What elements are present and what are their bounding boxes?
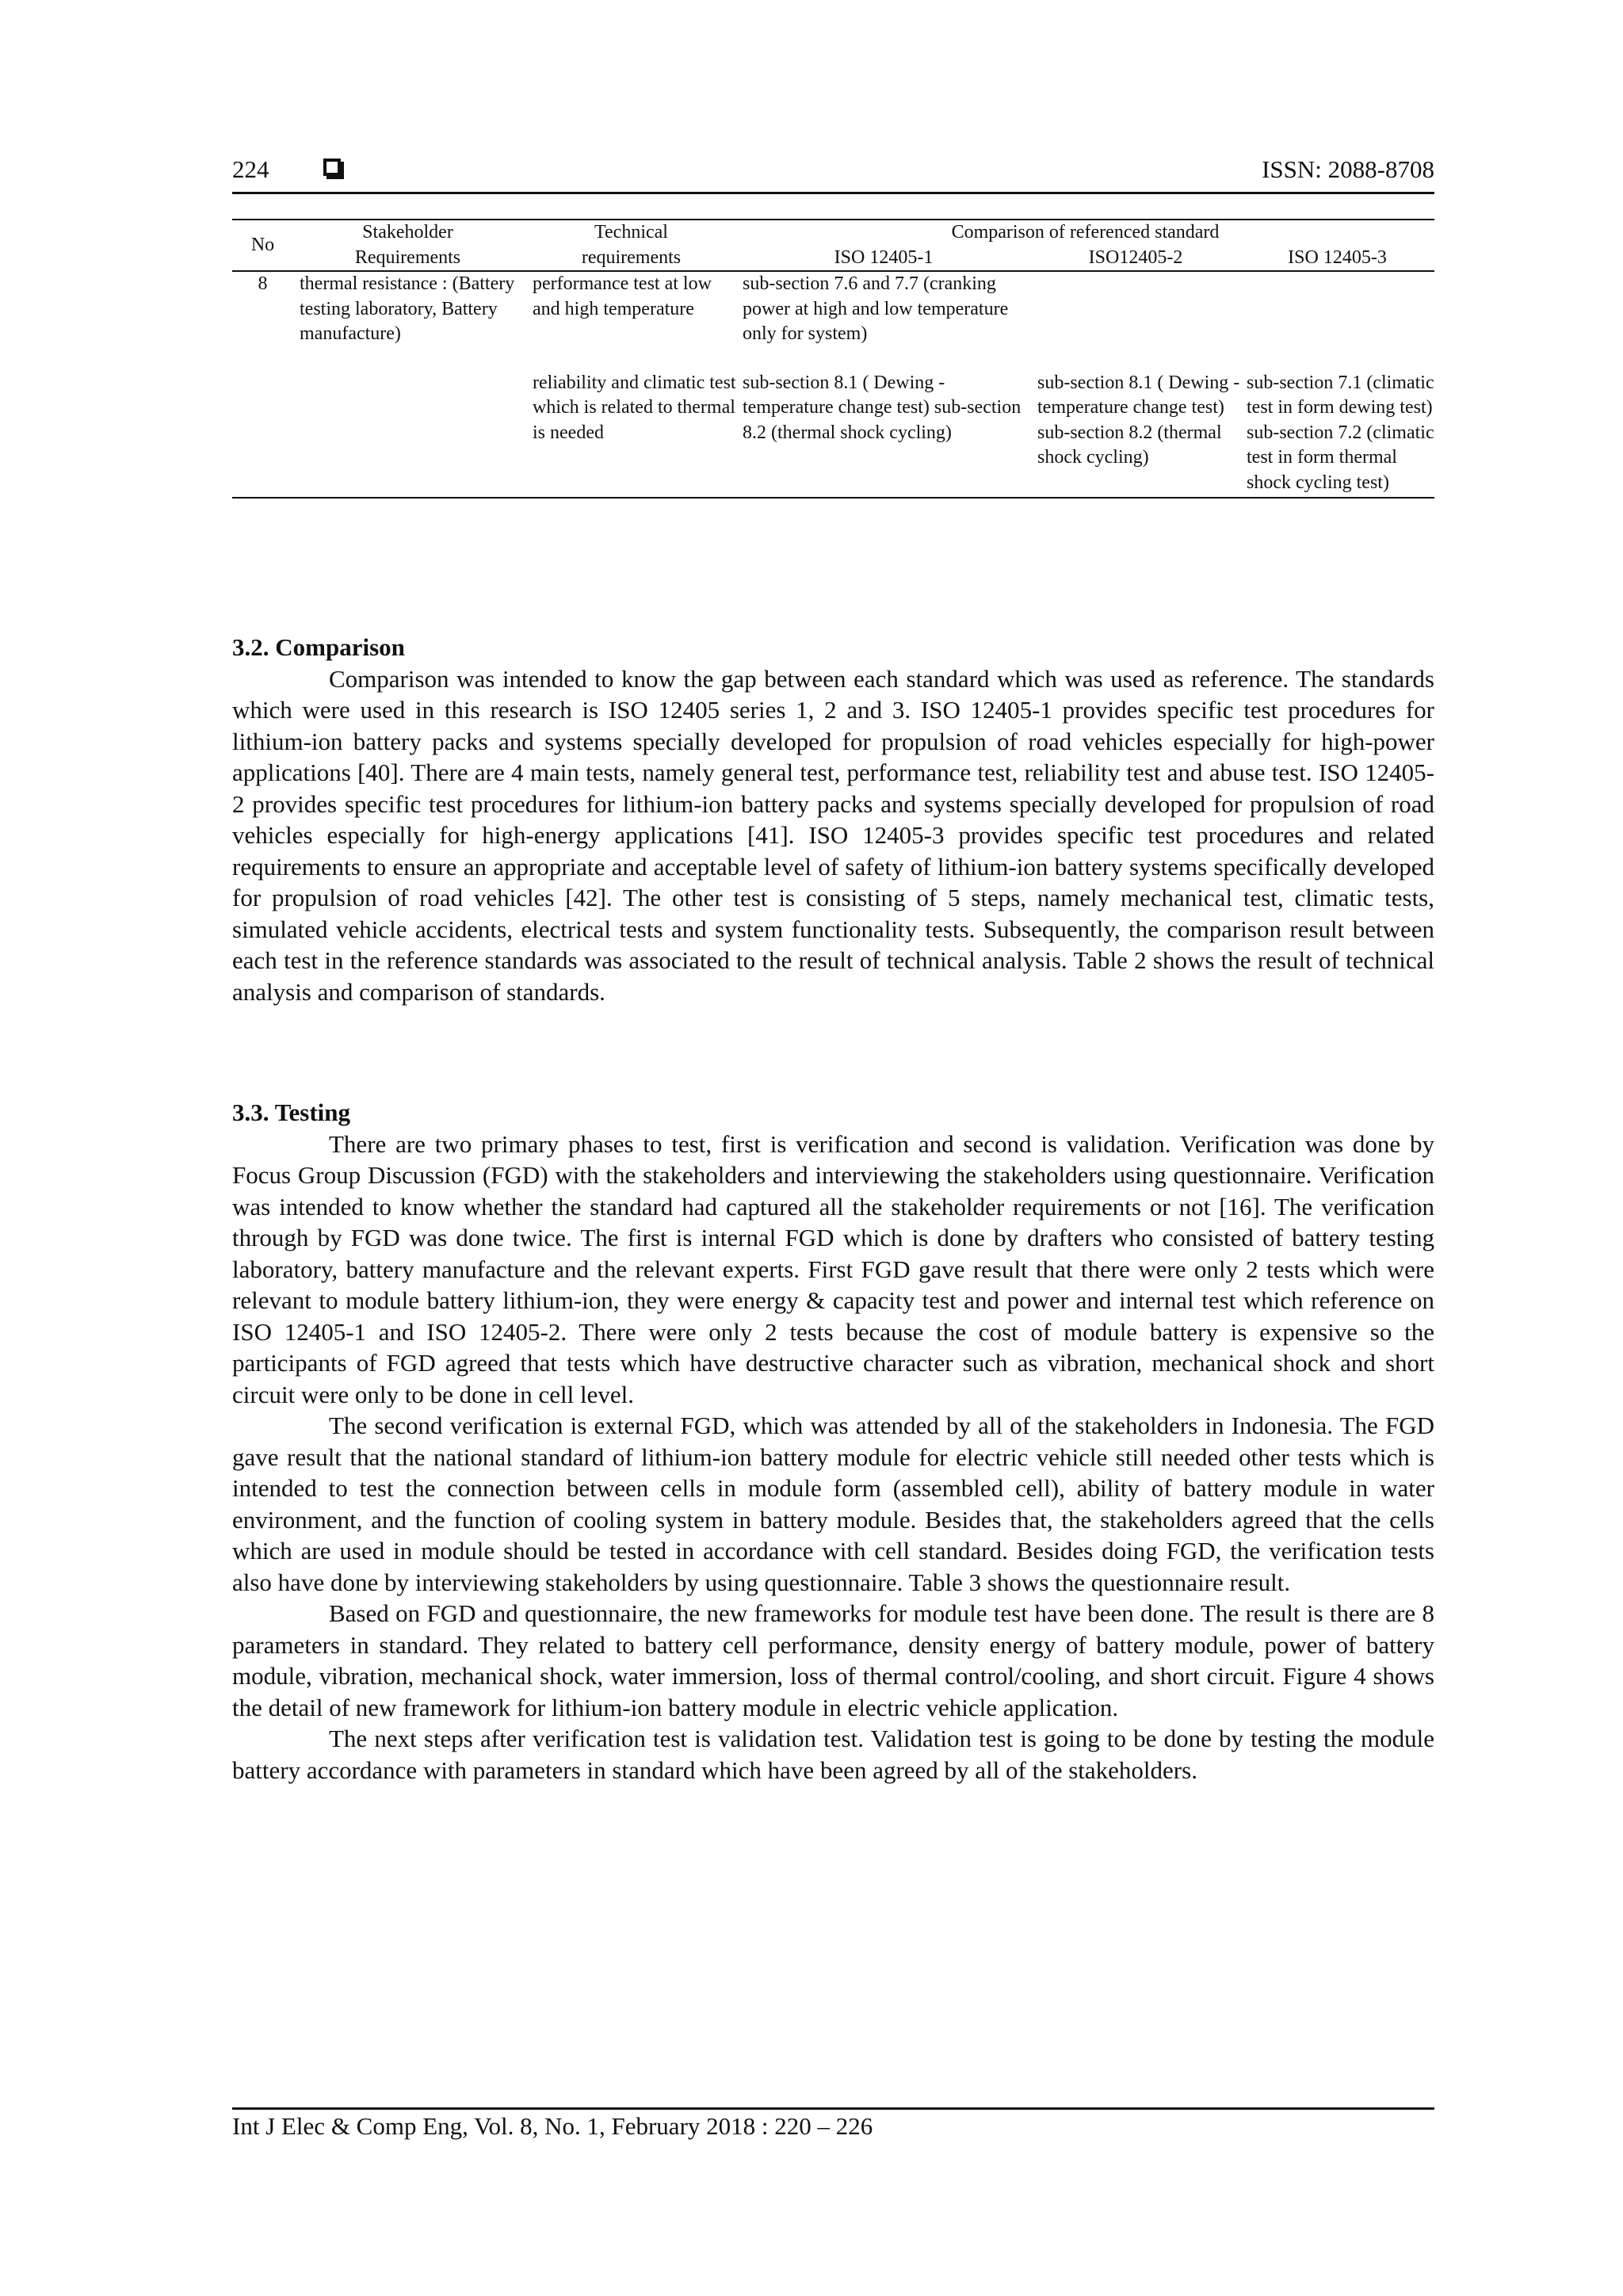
standards-comparison-table bbox=[232, 219, 1434, 499]
cell-no bbox=[232, 347, 293, 499]
paragraph: Comparison was intended to know the gap between each standard which was used as reference. The standards which were used in this research is ISO 12405 series 1, 2 and 3. ISO 12405-1 provides specific test procedures for lithium-ion battery packs and systems specially developed for propulsion of road vehicles especially for high-power applications [40]. There are 4 main tests, namely general test, performance test, reliability test and abuse test. ISO 12405-2 provides specific test procedures for lithium-ion battery packs and systems specially developed for propulsion of road vehicles especially for high-energy applications [41]. ISO 12405-3 provides specific test procedures and related requirements to ensure an appropriate and acceptable level of safety of lithium-ion battery systems specifically developed for propulsion of road vehicles [42]. The other test is consisting of 5 steps, namely mechanical test, climatic tests, simulated vehicle accidents, electrical tests and system functionality tests. Subsequently, the comparison result between each test in the reference standards was associated to the result of technical analysis. Table 2 shows the result of technical analysis and comparison of standards. bbox=[232, 664, 1434, 1006]
header-iso-3: ISO 12405-3 bbox=[1240, 246, 1434, 272]
header-comparison: Comparison of referenced standard bbox=[736, 220, 1434, 246]
cell-iso-2: sub-section 8.1 ( Dewing - temperature change test) sub-section 8.2 (thermal shock cycling) bbox=[1031, 347, 1240, 499]
table-row bbox=[232, 347, 1434, 499]
section-heading: 3.3. Testing bbox=[232, 1098, 351, 1126]
table-row bbox=[232, 271, 1434, 347]
cell-no: 8 bbox=[258, 273, 268, 294]
checkbox-square-icon bbox=[323, 159, 341, 176]
table-header-row bbox=[232, 220, 1434, 246]
header-rule bbox=[232, 192, 1434, 194]
section-heading: 3.2. Comparison bbox=[232, 633, 405, 661]
cell-iso-1: sub-section 8.1 ( Dewing - temperature change test) sub-section 8.2 (thermal shock cycling) bbox=[736, 347, 1031, 499]
section-comparison bbox=[232, 632, 1434, 1007]
page-number: 224 bbox=[232, 155, 269, 183]
header-iso-2: ISO12405-2 bbox=[1031, 246, 1240, 272]
cell-iso-2 bbox=[1031, 271, 1240, 347]
cell-iso-3 bbox=[1240, 271, 1434, 347]
footer-rule bbox=[232, 2107, 1434, 2110]
cell-technical: reliability and climatic test which is related to thermal is needed bbox=[526, 347, 736, 499]
paragraph: Based on FGD and questionnaire, the new frameworks for module test have been done. The result is there are 8 parameters in standard. They related to battery cell performance, density energy of battery module, power of battery module, vibration, mechanical shock, water immersion, loss of thermal control/cooling, and short circuit. Figure 4 shows the detail of new framework for lithium-ion battery module in electric vehicle application. bbox=[232, 1599, 1434, 1721]
paragraph: There are two primary phases to test, first is verification and second is validation. Verification was done by Focus Group Discussion (FGD) with the stakeholders and interviewing the stakeholders using questionnaire. Verification was intended to know whether the standard had captured all the stakeholder requirements or not [16]. The verification through by FGD was done twice. The first is internal FGD which is done by drafters who consisted of battery testing laboratory, battery manufacture and the relevant experts. First FGD gave result that there were only 2 tests which were relevant to module battery lithium-ion, they were energy & capacity test and power and internal test which reference on ISO 12405-1 and ISO 12405-2. There were only 2 tests because the cost of module battery is expensive so the participants of FGD agreed that tests which have destructive character such as vibration, mechanical shock and short circuit were only to be done in cell level. bbox=[232, 1129, 1434, 1408]
header-no: No bbox=[232, 220, 293, 271]
cell-iso-1: sub-section 7.6 and 7.7 (cranking power at high and low temperature only for system) bbox=[743, 273, 1009, 344]
section-testing bbox=[232, 1097, 1434, 1786]
paragraph: The next steps after verification test is validation test. Validation test is going to be done by testing the module battery accordance with parameters in standard which have been agreed by all of the stakeholders. bbox=[232, 1725, 1434, 1784]
page-header bbox=[232, 155, 1434, 195]
issn: ISSN: 2088-8708 bbox=[1262, 155, 1434, 183]
header-technical: Technical requirements bbox=[526, 220, 736, 271]
cell-stakeholder: thermal resistance : (Battery testing laboratory, Battery manufacture) bbox=[300, 273, 515, 344]
footer-citation: Int J Elec & Comp Eng, Vol. 8, No. 1, February 2018 : 220 – 226 bbox=[232, 2112, 873, 2140]
header-stakeholder: Stakeholder Requirements bbox=[293, 220, 526, 271]
cell-iso-3: sub-section 7.1 (climatic test in form dewing test) sub-section 7.2 (climatic test in form thermal shock cycling test) bbox=[1240, 347, 1434, 499]
cell-technical: performance test at low and high temperature bbox=[533, 273, 712, 319]
cell-stakeholder bbox=[293, 347, 526, 499]
header-iso-1: ISO 12405-1 bbox=[736, 246, 1031, 272]
paragraph: The second verification is external FGD, which was attended by all of the stakeholders in Indonesia. The FGD gave result that the national standard of lithium-ion battery module for electric vehicle still needed other tests which is intended to test the connection between cells in module form (assembled cell), ability of battery module in water environment, and the function of cooling system in battery module. Besides that, the stakeholders agreed that the cells which are used in module should be tested in accordance with cell standard. Besides doing FGD, the verification tests also have done by interviewing stakeholders by using questionnaire. Table 3 shows the questionnaire result. bbox=[232, 1412, 1434, 1596]
